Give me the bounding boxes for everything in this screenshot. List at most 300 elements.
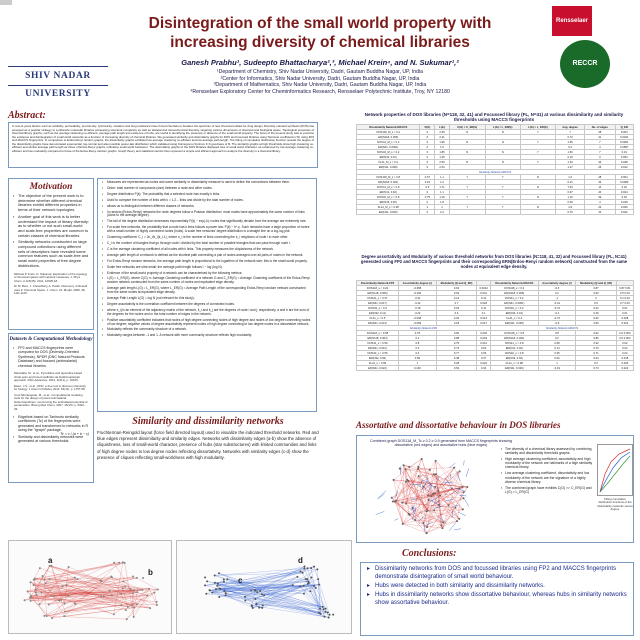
network-node <box>244 599 246 601</box>
network-node <box>428 499 430 501</box>
cdf-plot <box>597 444 633 496</box>
table-cell: 0.01 <box>615 150 634 155</box>
network-node <box>126 618 128 620</box>
table-cell: 0 <box>420 210 435 215</box>
table-cell: 0 <box>420 155 435 160</box>
table-cell: 0.01 <box>616 311 633 316</box>
table-cell: 0.13 <box>436 296 476 301</box>
network-node <box>111 594 113 596</box>
table-cell: 1 <box>398 361 436 366</box>
panel-label-c: c <box>238 576 243 585</box>
affiliation-1: ¹Department of Chemistry, Shiv Nadar University, Dadri, Gautam Buddha Nagar, UP, India <box>216 69 424 75</box>
table1-title: Network properties of DOS libraries (N=118, 32, 41) and Focussed library (FL, N=41) at various dissimilarity and similarity thresholds using MACCS fingerprints <box>364 112 624 122</box>
network-node <box>100 595 102 597</box>
table-cell: 1.25 <box>435 155 449 160</box>
network-node <box>205 593 207 595</box>
table-cell: 0.87 0.81 <box>616 286 633 291</box>
table-cell: -0.166 <box>398 291 436 296</box>
table-cell: 39 <box>585 195 615 200</box>
table-cell: ER(N41, 0.02) <box>357 190 420 195</box>
table-cell: ER(N32, 0.06) <box>357 356 399 361</box>
network-node <box>34 578 36 580</box>
table-cell: Y <box>449 185 485 190</box>
datasets-bullet: ▪ Similarity and dissimilarity networks were generated at various thresholds. <box>13 435 89 444</box>
network-node <box>44 582 46 584</box>
combined-graph <box>363 450 495 540</box>
table-cell: ER(N32, 0.02) <box>357 200 420 205</box>
table-cell: 0.64 <box>436 286 476 291</box>
table-cell: -0.22 <box>398 311 436 316</box>
network-node <box>302 572 304 574</box>
rensselaer-logo: Rensselaer <box>552 6 592 36</box>
network-node <box>250 589 252 591</box>
table-cell: 0.022 <box>616 366 633 371</box>
methods-bullet: ▪ Used to compare the number of links with k = 1,2... links and divide by the total number of nodes. <box>102 199 312 203</box>
table-cell: 0.01 <box>616 306 633 311</box>
network-node <box>216 585 218 587</box>
table-cell: 1.16 <box>435 195 449 200</box>
assortative-bullet: ▪ The diversity of a chemical library assessed by combining similarity and dissimilarity threshold graphs. <box>501 447 595 455</box>
table-cell: ER(N32, 0.01) <box>357 155 420 160</box>
table-cell: 0.013 <box>477 316 491 321</box>
affiliation-2: ²Center for Informatics, Shiv Nadar University, Dadri, Gautam Buddha Nagar, UP, India <box>220 75 420 82</box>
table-cell: DOS32_s < 0.3 <box>357 306 399 311</box>
table-cell: Y <box>485 195 520 200</box>
table-cell: 0.004 <box>615 130 634 135</box>
abstract-title: Abstract: <box>8 110 46 121</box>
network-node <box>99 579 101 581</box>
network-edge <box>404 465 430 469</box>
network-node <box>27 590 29 592</box>
network-node <box>263 594 265 596</box>
network-node <box>125 609 127 611</box>
network-node <box>418 475 420 477</box>
network-node <box>63 615 65 617</box>
table-cell: 0.78 <box>398 331 436 336</box>
table-cell: 1.66 <box>556 140 585 145</box>
table-cell: ER(N118, 0.004) <box>357 336 399 341</box>
table-cell: 0.017 <box>477 321 491 326</box>
network-node <box>67 595 69 597</box>
network-node <box>58 600 60 602</box>
table-cell: 0.7 <box>436 301 476 306</box>
network-node <box>153 592 155 594</box>
table-cell <box>449 210 485 215</box>
table-cell: ER(N32, 0.11) <box>357 311 399 316</box>
table-cell: 2.59 <box>435 160 449 165</box>
table-cell: Y <box>520 160 555 165</box>
column-header: L(G) <box>435 125 449 130</box>
network-node <box>38 603 40 605</box>
network-node <box>225 594 227 596</box>
network-node <box>320 613 322 615</box>
table-cell: 0.5 0.03 <box>616 291 633 296</box>
methods-bullet: ▪ L(G) ≈ L_ER(G), where C(G) ≫ Average Clustering coefficient of a network G and C_ER(G) = Average Clustering coefficient of the Erdos-Renyi random network constructed from the same number of nodes and equivalent edge density. <box>102 277 312 285</box>
datasets-bullet: ▪ Edgelists based on Tanimoto similarity coefficients (Tc) of the fingerprints were generated and transformed to networks in R using the "igraph" package. <box>13 415 89 433</box>
network-node <box>131 604 133 606</box>
affiliation-4: ⁴Rensselaer Exploratory Center for Cheminformatics Research, Rensselaer Polytechnic Institute, Troy, NY 12180 <box>190 88 450 95</box>
network-node <box>133 589 135 591</box>
table-cell: 0.66 <box>576 321 616 326</box>
affiliation-3: ³Department of Mathematics, Shiv Nadar University, Dadri, Gautam Buddha Nagar, UP, India <box>213 82 427 89</box>
table-cell: 0.28 <box>436 361 476 366</box>
network-node <box>217 583 219 585</box>
column-header: Dissimilarity Network-FP2 <box>357 281 399 286</box>
table-cell: FL41_M_s > 0.98 <box>357 205 420 210</box>
network-node <box>65 584 67 586</box>
table-cell: -0.74 <box>538 306 576 311</box>
table-cell: 0.094 <box>615 155 634 160</box>
datasets-bullets-2 <box>9 413 93 447</box>
network-node <box>74 577 76 579</box>
assortative-bullets <box>501 447 595 496</box>
network-node <box>310 576 312 578</box>
network-node <box>132 576 134 578</box>
network-node <box>49 565 51 567</box>
table-cell: Y <box>449 205 485 210</box>
network-node <box>456 520 458 522</box>
tanimoto-formula: Tc = c / (a + b − c) <box>60 432 89 436</box>
table-cell: 0.73 <box>436 346 476 351</box>
table-cell: 0.92 <box>576 341 616 346</box>
network-node <box>430 495 432 497</box>
table-cell: 0.38 <box>436 356 476 361</box>
table-cell: 0 <box>420 140 435 145</box>
column-header: Modularity (Q and Q_ER) <box>436 281 476 286</box>
network-node <box>261 607 263 609</box>
network-node <box>255 603 257 605</box>
network-node <box>50 565 52 567</box>
table-cell: 0.004 <box>615 175 634 180</box>
table-cell: 0.21 <box>556 180 585 185</box>
table-cell: 7 <box>556 130 585 135</box>
table-cell: N <box>449 140 485 145</box>
methods-bullet: ▪ allows us to distinguish between different classes of networks. <box>102 205 312 209</box>
network-node <box>43 615 45 617</box>
network-node <box>303 567 305 569</box>
network-node <box>24 599 26 601</box>
table-cell: 0.026 <box>615 205 634 210</box>
network-node <box>432 493 434 495</box>
network-node <box>211 592 213 594</box>
network-node <box>439 494 441 496</box>
table-cell: 0.09 <box>398 356 436 361</box>
column-header: Q_ER <box>615 125 634 130</box>
table-cell: 0.15 <box>420 180 435 185</box>
assortative-bullet: ▪ The combined graph have exhibits C(G) >> C_ER(G) and L(G) ≈ L_ER(G) <box>501 486 595 494</box>
table-cell: 0.4 <box>398 351 436 356</box>
table-cell: 0.12 <box>477 296 491 301</box>
network-node <box>317 578 319 580</box>
network-node <box>148 588 150 590</box>
network-node <box>406 479 408 481</box>
network-node <box>254 598 256 600</box>
author-list: Ganesh Prabhu¹, Sudeepto Bhattacharya²,³, Michael Krein⁴, and N. Sukumar¹,² <box>181 58 459 67</box>
network-node <box>433 473 435 475</box>
network-node <box>223 581 225 583</box>
poster-title <box>110 14 530 52</box>
table-cell: 0.75 <box>436 341 476 346</box>
table-cell: N <box>520 195 555 200</box>
methods-bullet: ▪ C is the average clustering coefficient of all nodes with k links. This property measures the cliquishness of the network. <box>102 248 312 252</box>
column-header: C(G) > C_ER(G) <box>449 125 485 130</box>
network-node <box>323 616 325 618</box>
methods-bullet: ▪ where e_ij is an element of the adjacency matrix of the network, k_i and k_j are the degrees of node i and j, respectively, a and b are the sum of the degrees for the nodes and m the total number of edges in the network. <box>102 309 312 317</box>
network-node <box>307 583 309 585</box>
table2-title: Degree assortativity and Modularity of various threshold networks from DOS libraries (N=118, 41, 32) and Focussed library (FL, N=41) generated using FP2 and MACCS fingerprints and their corresponding ERN(Erdos-Renyi random network) constructed from the same nodes at equivalent edge density. <box>360 254 628 269</box>
network-node <box>103 595 105 597</box>
motivation-bullet: ▪ The objective of the present work is to determine whether different chemical libraries exhibit different properties in terms of their network topologies. <box>13 194 89 213</box>
table-cell: N <box>449 160 485 165</box>
table-cell: 0.2 <box>576 361 616 366</box>
network-node <box>33 584 35 586</box>
table-cell: 0.88 <box>436 336 476 341</box>
motivation-box <box>8 178 94 330</box>
table-cell: FL41_s < 0.5 <box>357 316 399 321</box>
table-cell: 0.0 0.003 <box>616 336 633 341</box>
table-cell: 1.2 <box>435 180 449 185</box>
network-node <box>42 575 44 577</box>
network-node <box>304 566 306 568</box>
table-cell: 0.2 <box>556 145 585 150</box>
network-node <box>214 582 216 584</box>
network-node <box>30 595 32 597</box>
table-cell: 0.2 <box>538 291 576 296</box>
table-cell: ER(N118, 0.004) <box>357 180 420 185</box>
table-cell: 0.6 <box>436 311 476 316</box>
column-header: L(G) > L_ER(G) <box>520 125 555 130</box>
methods-bullet: ▪ Order: total number of compounds (size) between a node and other nodes. <box>102 187 312 191</box>
network-node <box>448 504 450 506</box>
section-caption: Similarity Network-MACCS <box>357 170 634 175</box>
table-cell: 33 <box>585 160 615 165</box>
table-cell: DOS41_s < 0.2 <box>491 296 539 301</box>
network-node <box>218 572 220 574</box>
network-node <box>435 460 437 462</box>
table-cell: N <box>485 150 520 155</box>
network-node <box>206 580 208 582</box>
table-cell: ER(N118, 0.004) <box>491 336 539 341</box>
network-node <box>256 591 258 593</box>
table-cell: Y <box>485 205 520 210</box>
network-node <box>309 590 311 592</box>
network-node <box>122 587 124 589</box>
table-cell: DOS118_M_s > 0.8 <box>357 175 420 180</box>
methods-bullet: ▪ For scale free networks, the probability that a node has k links follows a power law: P(k) ~ k^-γ. Such networks have a large proportion of nodes with a small number of highly connected nodes (hubs). A scale free networks' degree distribution is a straight line on a log-log plot. <box>102 226 312 234</box>
methods-bullet: ▪ Average path length L(G) ≈ L_ER(G), where L_ER(G) = Average Path Length of the corresponding Erdos-Renyi random network constructed from the same nodes at equivalent edge density. <box>102 287 312 295</box>
table-cell: 14 <box>585 185 615 190</box>
network-node <box>40 592 42 594</box>
network-node <box>403 464 405 466</box>
motivation-title: Motivation <box>29 182 73 192</box>
network-node <box>30 600 32 602</box>
table-cell: 0.73 <box>576 366 616 371</box>
network-node <box>399 467 401 469</box>
table-cell: Y <box>520 130 555 135</box>
assortative-bullet: ▪ Low average clustering coefficient, dissortativity and low modularity of the network are the signature of a highly diverse chemical library. <box>501 471 595 483</box>
table-cell: 0.018 <box>477 301 491 306</box>
network-node <box>404 468 406 470</box>
network-node <box>124 585 126 587</box>
table-cell: ER(N118, 0.006) <box>357 135 420 140</box>
methods-bullet: ▪ Degree distribution P(k): The probability that a selected node has exactly k links. <box>102 193 312 197</box>
table-cell: DOS118_s < 0.22 <box>357 286 399 291</box>
table-cell: 0.03 <box>436 291 476 296</box>
table-cell: N <box>520 175 555 180</box>
table-cell: 0.64 <box>576 356 616 361</box>
table-cell: FL41_s > 0.98 <box>491 361 539 366</box>
network-node <box>427 494 429 496</box>
network-node <box>408 514 410 516</box>
network-node <box>156 601 158 603</box>
similarity-edge <box>376 511 385 514</box>
network-node <box>417 466 419 468</box>
network-node <box>29 597 31 599</box>
network-node <box>405 481 407 483</box>
network-node <box>35 592 37 594</box>
network-node <box>306 578 308 580</box>
panel-label-a: a <box>48 556 53 565</box>
network-node <box>459 470 461 472</box>
table-cell: 0.0024 <box>477 286 491 291</box>
network-node <box>402 523 404 525</box>
table-cell: 0.92 <box>576 331 616 336</box>
table-cell: 0.018 <box>615 200 634 205</box>
network-node <box>62 585 64 587</box>
table-cell: 0 <box>420 200 435 205</box>
network-node <box>414 519 416 521</box>
network-node <box>453 467 455 469</box>
table-cell: -0.5 <box>538 286 576 291</box>
table-cell: DOS118_M_s < 0.2 <box>357 130 420 135</box>
assortativity-modularity-table <box>356 280 634 371</box>
network-node <box>332 614 334 616</box>
network-node <box>258 607 260 609</box>
table-cell: 0.2 <box>538 336 576 341</box>
network-node <box>440 524 442 526</box>
network-node <box>204 577 206 579</box>
table-cell: 1.6 <box>556 175 585 180</box>
table-cell: 0.54 <box>436 366 476 371</box>
table-cell: 0.146 <box>398 366 436 371</box>
table-cell: 22 <box>585 205 615 210</box>
table-cell: 0.77 <box>436 351 476 356</box>
network-node <box>463 491 465 493</box>
table-cell: 4 <box>585 145 615 150</box>
poster-header <box>0 0 640 100</box>
table-cell: 26 <box>585 165 615 170</box>
network-node <box>122 580 124 582</box>
table-cell: ER(N32, 0.02) <box>491 356 539 361</box>
table-cell: ER(N41, 0.026) <box>357 210 420 215</box>
network-node <box>149 607 151 609</box>
table-cell: 0.8 <box>398 341 436 346</box>
network-node <box>133 607 135 609</box>
network-node <box>49 578 51 580</box>
methods-bullet: ▪ Measures are represented as nodes and some similarity or dissimilarity measure is used to define the connections between them. <box>102 181 312 185</box>
table-cell: -0.72 <box>538 316 576 321</box>
network-node <box>64 603 66 605</box>
table-cell: 0.003 <box>477 336 491 341</box>
table-cell: 28 <box>585 130 615 135</box>
table-cell: -0.18 <box>398 306 436 311</box>
table-cell <box>520 210 555 215</box>
table-cell: -0.9 <box>538 321 576 326</box>
table-cell: N <box>485 160 520 165</box>
table-cell: 0.0897 <box>615 145 634 150</box>
table-cell: 0.02 <box>615 195 634 200</box>
network-node <box>209 590 211 592</box>
table-cell: 1 <box>538 361 576 366</box>
table-cell: 4.9 <box>556 205 585 210</box>
table-cell: 0.76 <box>576 346 616 351</box>
table-cell: 0.36 <box>556 200 585 205</box>
table-cell: ER(N41, 0.0061) <box>491 301 539 306</box>
network-node <box>64 611 66 613</box>
network-node <box>438 490 440 492</box>
conclusion-item: ▸ Hubs were detected in both similarity and dissimilarity networks. <box>367 582 627 590</box>
column-header: Dissimilarity Network-MACCS <box>357 125 420 130</box>
table-cell: ER(N41, 0.02) <box>491 346 539 351</box>
network-node <box>392 500 394 502</box>
similarity-edge <box>378 494 385 500</box>
network-node <box>122 561 124 563</box>
network-node <box>120 604 122 606</box>
table-cell: ER(N41, 0.017) <box>357 301 399 306</box>
table-cell: 0.004 <box>477 331 491 336</box>
network-node <box>252 607 254 609</box>
network-node <box>426 526 428 528</box>
network-node <box>322 606 324 608</box>
table-cell: FL41_M_s < 0.2 <box>357 160 420 165</box>
network-node <box>296 576 298 578</box>
table-cell: 0.0083 <box>615 180 634 185</box>
table-cell: 1 <box>420 205 435 210</box>
table-cell: 0.1 0.03 <box>616 296 633 301</box>
network-node <box>120 593 122 595</box>
table-cell: 3 <box>585 155 615 160</box>
table-cell: -0.42 <box>398 301 436 306</box>
network-node <box>328 617 330 619</box>
methods-bullet: ▪ C_i is the number of triangles that go through node i divided by the total number of possible triangles that can pass through node i. <box>102 242 312 246</box>
network-node <box>46 615 48 617</box>
table-cell: DOS32_s < 0.2 <box>491 306 539 311</box>
network-node <box>327 612 329 614</box>
table-cell: DOS118_s > 0.8 <box>491 331 539 336</box>
table-cell: 33 <box>585 180 615 185</box>
column-header: Avg. degree <box>556 125 585 130</box>
table-cell: FL41_s > 0.99 <box>357 361 399 366</box>
table-cell: -0.008 <box>398 316 436 321</box>
table-cell: 0 <box>420 165 435 170</box>
table-cell: ER(N41, 0.0061) <box>357 145 420 150</box>
network-node <box>433 509 435 511</box>
network-node <box>408 466 410 468</box>
network-node <box>299 570 301 572</box>
network-node <box>303 593 305 595</box>
table-cell: DOS118_s > 0.58 <box>357 331 399 336</box>
table-cell: 0.022 <box>615 210 634 215</box>
table-cell: 0.5 <box>576 301 616 306</box>
network-node <box>421 458 423 460</box>
similarity-title: Similarity and dissimilarity networks <box>132 416 284 427</box>
table-cell: N <box>449 150 485 155</box>
similarity-text: Fruchterman-Reingold layout (force field directed layout) used to visualize the indicated threshold networks. Red and blue edges represent dissimilarity and similarity edges. Networks with dissimilarity edges (a-b) show the absence of cliquishness, loss of small-world character, presence of hubs (star substructures) with limited communities and links of high degree nodes to low degree nodes reflecting dissortativity. Networks with similarity edges (c-d) show the presence of cliques reflecting small-worldness with high modularity. <box>97 430 319 460</box>
table-cell: ER(N41, 0.028) <box>357 165 420 170</box>
methods-bullet: ▪ For Erdos-Renyi random networks, the average path length is proportional to the logarithm of the network size; this is the small-world property. <box>102 260 312 264</box>
network-node <box>133 616 135 618</box>
table-cell: -0.358 <box>398 286 436 291</box>
